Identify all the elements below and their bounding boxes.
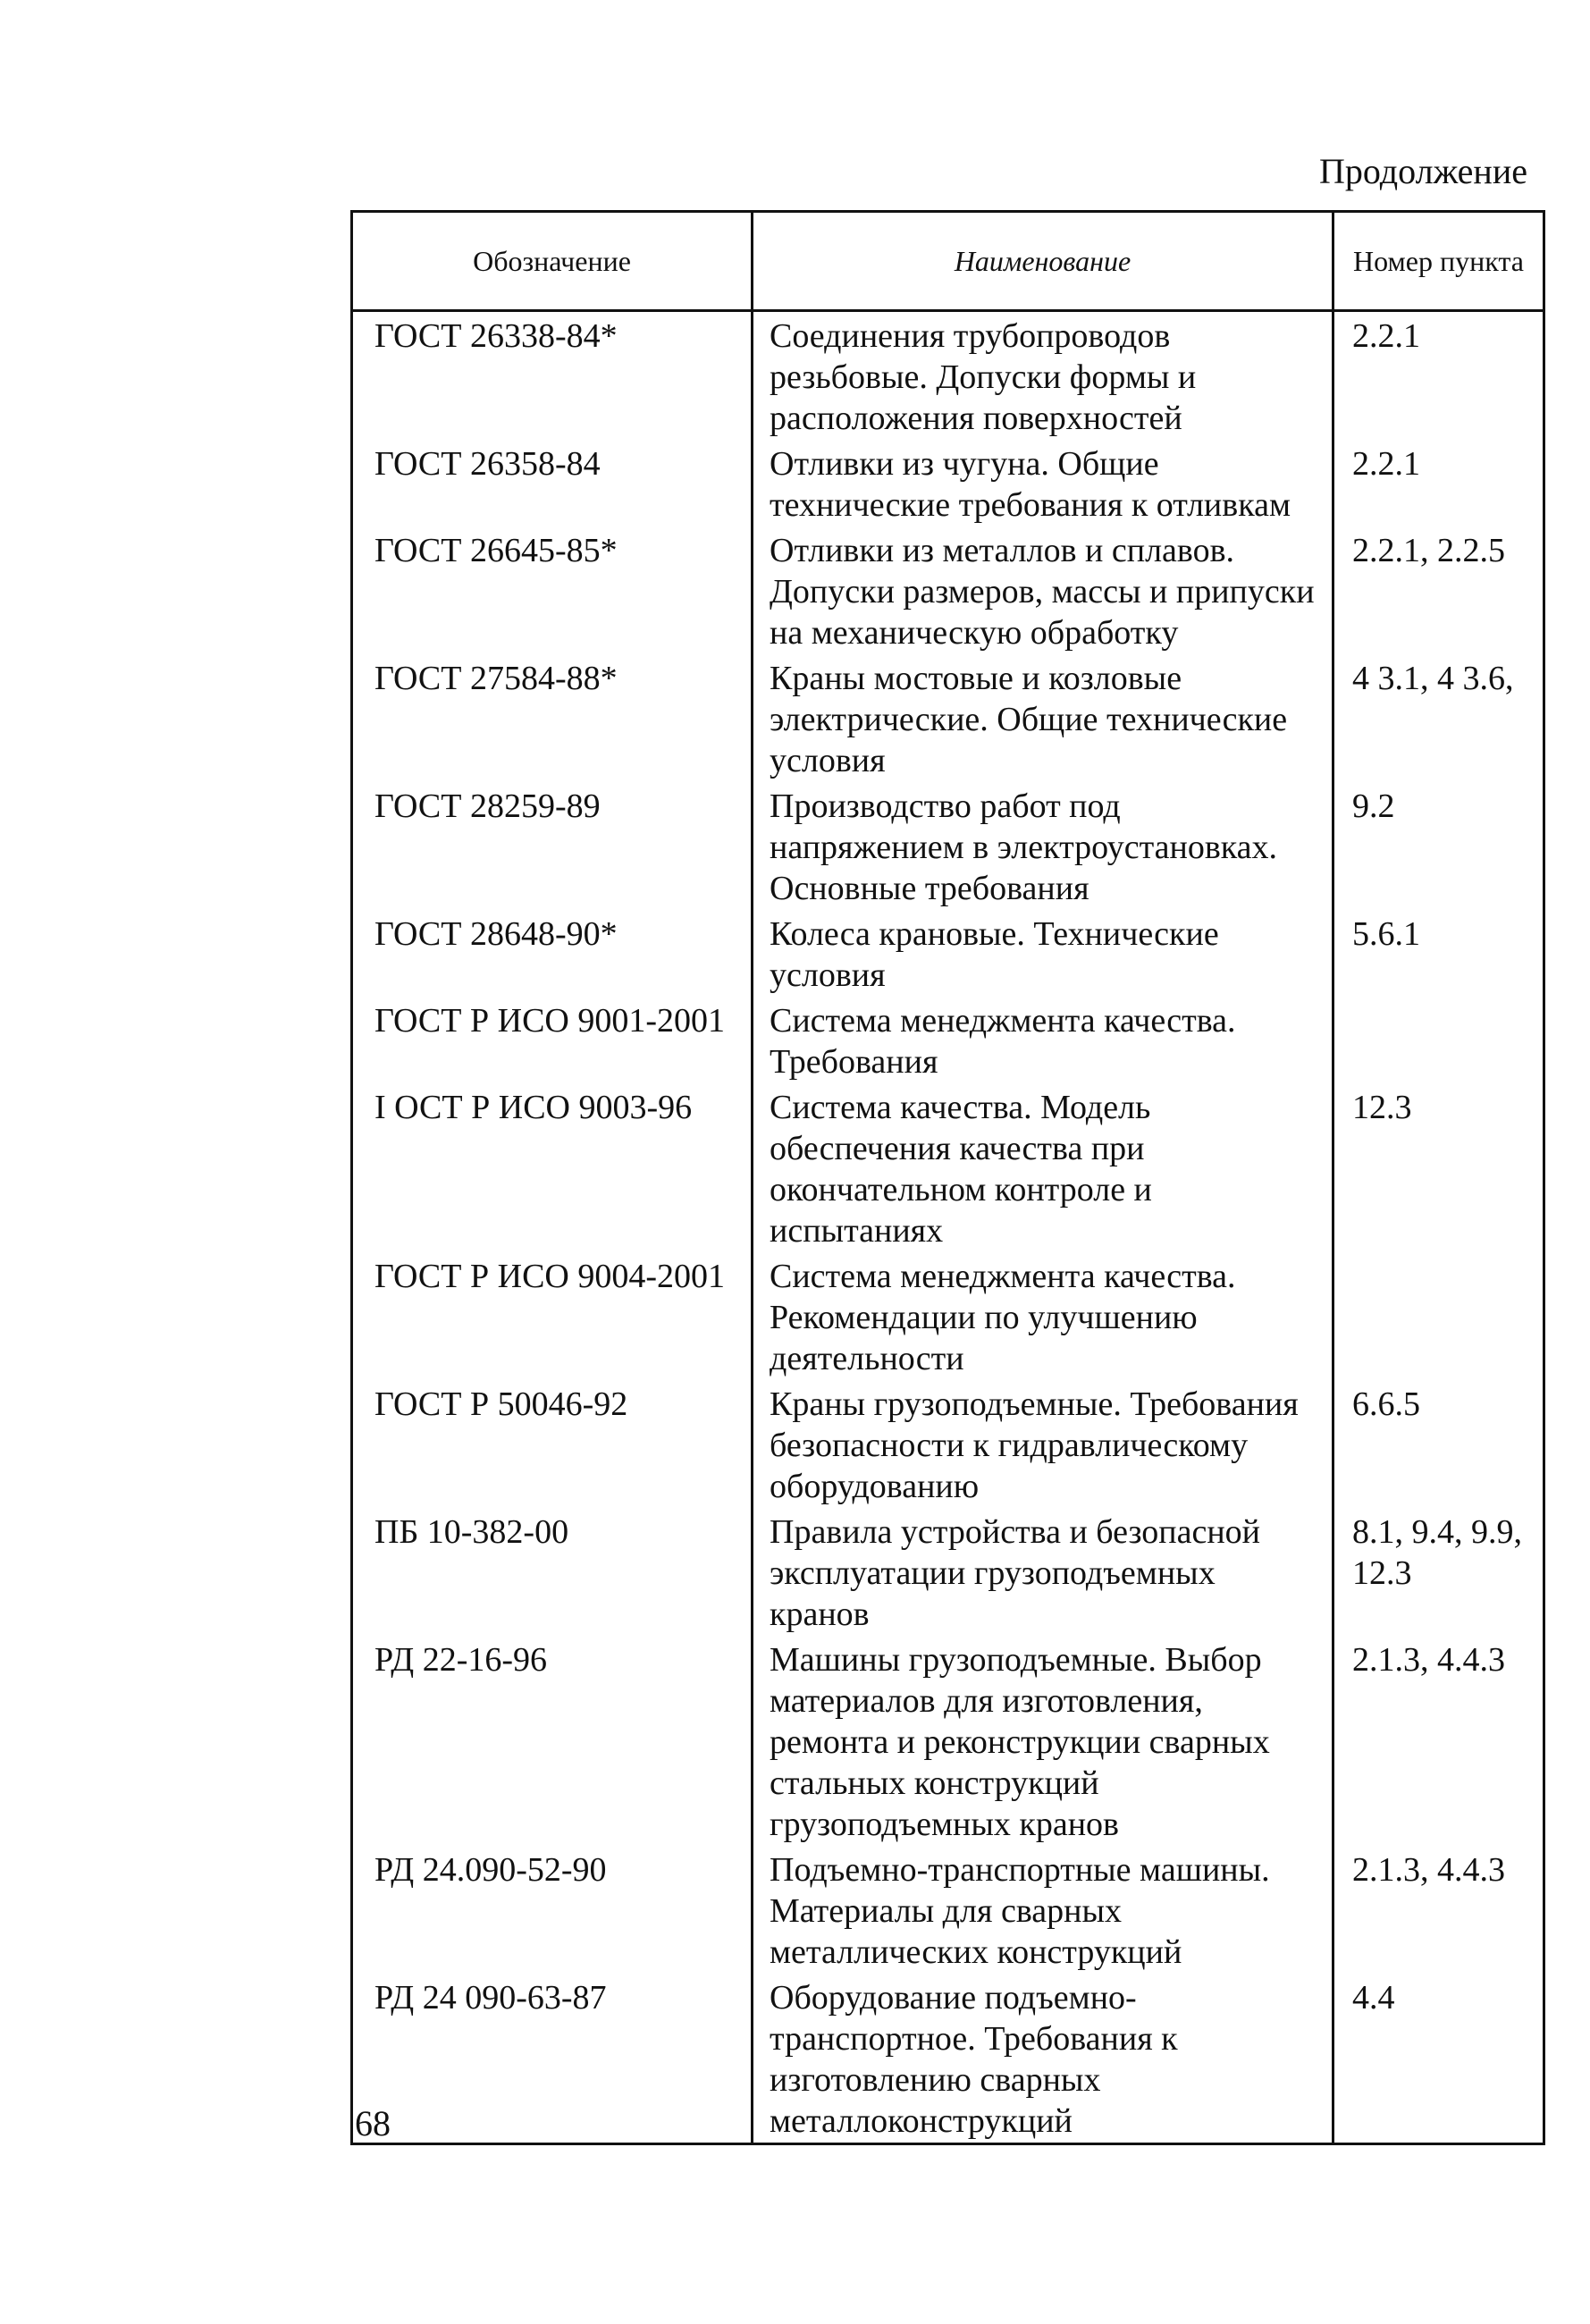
- designation-cell: ГОСТ 27584-88*: [352, 654, 753, 782]
- name-cell: Правила устройства и безопасной эксплуатации грузоподъемных кранов: [753, 1508, 1333, 1636]
- designation-cell: ПБ 10-382-00: [352, 1508, 753, 1636]
- clause-cell: 2.1.3, 4.4.3: [1333, 1636, 1544, 1846]
- table-row: [352, 782, 1544, 910]
- table-header-row: [352, 212, 1544, 311]
- table-row: [352, 1380, 1544, 1508]
- table-row: [352, 311, 1544, 441]
- name-cell: Машины грузоподъемные. Выбор материалов для изготовления, ремонта и реконструкции сварных стальных конструкций грузоподъемных кранов: [753, 1636, 1333, 1846]
- designation-cell: ГОСТ 28259-89: [352, 782, 753, 910]
- name-cell: Система менеджмента качества. Требования: [753, 997, 1333, 1083]
- column-header-designation: Обозначение: [352, 212, 753, 311]
- designation-cell: РД 22-16-96: [352, 1636, 753, 1846]
- table-row: [352, 1252, 1544, 1380]
- clause-cell: 6.6.5: [1333, 1380, 1544, 1508]
- clause-cell: 4.4: [1333, 1974, 1544, 2144]
- clause-cell: 2.2.1: [1333, 311, 1544, 441]
- clause-cell: 2.2.1, 2.2.5: [1333, 526, 1544, 654]
- continuation-label: Продолжение: [1319, 151, 1527, 191]
- column-header-name: Наименование: [753, 212, 1333, 311]
- table-row: [352, 440, 1544, 526]
- designation-cell: ГОСТ Р ИСО 9001-2001: [352, 997, 753, 1083]
- table-row: [352, 1846, 1544, 1974]
- designation-cell: ГОСТ 26645-85*: [352, 526, 753, 654]
- name-cell: Колеса крановые. Технические условия: [753, 910, 1333, 997]
- name-cell: Система качества. Модель обеспечения качества при окончательном контроле и испытаниях: [753, 1083, 1333, 1252]
- clause-cell: 4 3.1, 4 3.6,: [1333, 654, 1544, 782]
- name-cell: Оборудование подъемно-транспортное. Требования к изготовлению сварных металлоконструкций: [753, 1974, 1333, 2144]
- table-row: [352, 1974, 1544, 2144]
- clause-cell: 8.1, 9.4, 9.9, 12.3: [1333, 1508, 1544, 1636]
- column-header-clause-number: Номер пункта: [1333, 212, 1544, 311]
- name-cell: Производство работ под напряжением в электроустановках. Основные требования: [753, 782, 1333, 910]
- designation-cell: ГОСТ Р 50046-92: [352, 1380, 753, 1508]
- clause-cell: 5.6.1: [1333, 910, 1544, 997]
- table-row: [352, 1083, 1544, 1252]
- designation-cell: I ОСТ Р ИСО 9003-96: [352, 1083, 753, 1252]
- designation-cell: ГОСТ 26338-84*: [352, 311, 753, 441]
- table-row: [352, 910, 1544, 997]
- clause-cell: 9.2: [1333, 782, 1544, 910]
- table-row: [352, 654, 1544, 782]
- name-cell: Отливки из металлов и сплавов. Допуски размеров, массы и припуски на механическую обработку: [753, 526, 1333, 654]
- name-cell: Отливки из чугуна. Общие технические требования к отливкам: [753, 440, 1333, 526]
- clause-cell: 2.1.3, 4.4.3: [1333, 1846, 1544, 1974]
- normative-references-table: [350, 210, 1545, 2145]
- clause-cell: 2.2.1: [1333, 440, 1544, 526]
- table-row: [352, 997, 1544, 1083]
- designation-cell: ГОСТ 28648-90*: [352, 910, 753, 997]
- clause-cell: [1333, 997, 1544, 1083]
- table-row: [352, 1508, 1544, 1636]
- name-cell: Краны грузоподъемные. Требования безопасности к гидравлическому оборудованию: [753, 1380, 1333, 1508]
- table-row: [352, 526, 1544, 654]
- clause-cell: [1333, 1252, 1544, 1380]
- designation-cell: ГОСТ Р ИСО 9004-2001: [352, 1252, 753, 1380]
- designation-cell: РД 24.090-52-90: [352, 1846, 753, 1974]
- designation-cell: ГОСТ 26358-84: [352, 440, 753, 526]
- clause-cell: 12.3: [1333, 1083, 1544, 1252]
- name-cell: Подъемно-транспортные машины. Материалы для сварных металлических конструкций: [753, 1846, 1333, 1974]
- page-number: 68: [355, 2103, 391, 2143]
- table-row: [352, 1636, 1544, 1846]
- name-cell: Соединения трубопроводов резьбовые. Допуски формы и расположения поверхностей: [753, 311, 1333, 441]
- name-cell: Краны мостовые и козловые электрические. Общие технические условия: [753, 654, 1333, 782]
- designation-cell: РД 24 090-63-87: [352, 1974, 753, 2144]
- name-cell: Система менеджмента качества. Рекомендации по улучшению деятельности: [753, 1252, 1333, 1380]
